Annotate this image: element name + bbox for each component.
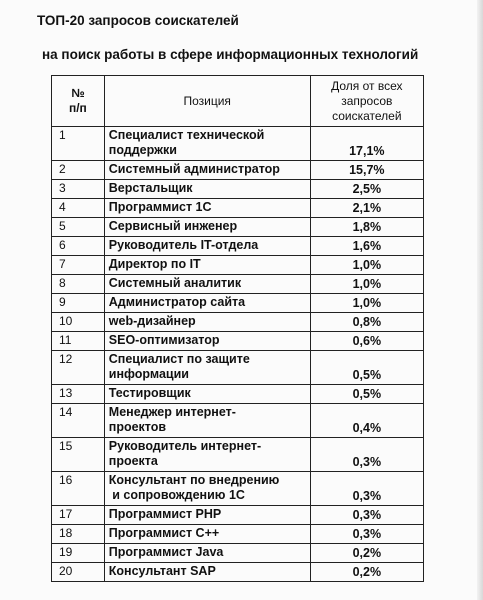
- table-row: [52, 563, 424, 582]
- row-position: [104, 351, 310, 385]
- row-number: 14: [52, 404, 105, 438]
- row-position-line: Консультант SAP: [108, 564, 216, 578]
- row-share: 0,2%: [310, 544, 423, 563]
- row-share: 0,3%: [310, 525, 423, 544]
- row-position: [104, 275, 310, 294]
- table-row: [52, 525, 424, 544]
- row-share: 0,5%: [310, 385, 423, 404]
- row-number: 6: [52, 237, 105, 256]
- table-row: [52, 332, 424, 351]
- row-position: [104, 544, 310, 563]
- table-header-row: [52, 76, 424, 127]
- row-number: 2: [52, 161, 105, 180]
- row-share: 1,8%: [310, 218, 423, 237]
- row-share: 17,1%: [310, 127, 423, 161]
- row-share: 0,4%: [310, 404, 423, 438]
- scan-edge-shadow: [477, 0, 483, 600]
- row-position: [104, 385, 310, 404]
- row-position-line: проектов: [108, 420, 167, 434]
- document-subtitle: на поиск работы в сфере информационных технологий: [42, 47, 419, 62]
- row-position: [104, 127, 310, 161]
- row-position-line: Тестировщик: [108, 386, 191, 400]
- row-position-line: Специалист по защите: [108, 352, 250, 366]
- row-number: 12: [52, 351, 105, 385]
- row-share: 0,8%: [310, 313, 423, 332]
- row-position-line: Программист 1С: [108, 200, 212, 214]
- row-position: [104, 294, 310, 313]
- row-number: 11: [52, 332, 105, 351]
- row-position-line: Специалист технической: [108, 128, 265, 142]
- row-position-line: информации: [108, 367, 189, 381]
- row-position: [104, 313, 310, 332]
- row-position-line: Верстальщик: [108, 181, 193, 195]
- row-position: [104, 256, 310, 275]
- column-header-number-line1: №: [71, 86, 85, 100]
- table-row: [52, 313, 424, 332]
- table-row: [52, 127, 424, 161]
- row-position: [104, 332, 310, 351]
- row-position-line: поддержки: [108, 143, 177, 157]
- table-row: [52, 506, 424, 525]
- table-row: [52, 472, 424, 506]
- table-body: [52, 127, 424, 582]
- row-position: [104, 237, 310, 256]
- row-share: 1,0%: [310, 275, 423, 294]
- row-position-line: Программист С++: [108, 526, 220, 540]
- row-number: 8: [52, 275, 105, 294]
- table-row: [52, 275, 424, 294]
- row-number: 5: [52, 218, 105, 237]
- row-position-line: Менеджер интернет-: [108, 405, 236, 419]
- table-row: [52, 237, 424, 256]
- row-number: 18: [52, 525, 105, 544]
- row-position-line: SEO-оптимизатор: [108, 333, 220, 347]
- row-number: 20: [52, 563, 105, 582]
- table-row: [52, 544, 424, 563]
- row-position-line: Консультант по внедрению: [108, 473, 280, 487]
- row-share: 2,1%: [310, 199, 423, 218]
- row-number: 3: [52, 180, 105, 199]
- ranking-table: [51, 75, 424, 582]
- row-position: [104, 404, 310, 438]
- row-share: 15,7%: [310, 161, 423, 180]
- row-number: 10: [52, 313, 105, 332]
- row-share: 1,0%: [310, 294, 423, 313]
- row-position: [104, 472, 310, 506]
- row-position: [104, 218, 310, 237]
- table-row: [52, 218, 424, 237]
- row-number: 7: [52, 256, 105, 275]
- row-position-line: Руководитель IT-отдела: [108, 238, 259, 252]
- column-header-share-line2: запросов: [341, 93, 393, 108]
- column-header-share-line3: соискателей: [332, 108, 402, 123]
- table-row: [52, 438, 424, 472]
- row-position-line: Директор по IT: [108, 257, 201, 271]
- row-position-line: Программист Java: [108, 545, 224, 559]
- table-row: [52, 351, 424, 385]
- row-number: 15: [52, 438, 105, 472]
- row-number: 1: [52, 127, 105, 161]
- row-share: 0,3%: [310, 438, 423, 472]
- table-row: [52, 294, 424, 313]
- table-row: [52, 385, 424, 404]
- row-number: 13: [52, 385, 105, 404]
- row-share: 1,6%: [310, 237, 423, 256]
- table-row: [52, 199, 424, 218]
- row-position-line: и сопровождению 1С: [108, 488, 245, 502]
- column-header-number: [52, 76, 105, 127]
- row-share: 0,2%: [310, 563, 423, 582]
- row-number: 17: [52, 506, 105, 525]
- row-share: 0,3%: [310, 472, 423, 506]
- table-row: [52, 404, 424, 438]
- row-position-line: Сервисный инженер: [108, 219, 238, 233]
- column-header-share-line1: Доля от всех: [331, 78, 403, 93]
- table-row: [52, 161, 424, 180]
- row-position: [104, 161, 310, 180]
- table-row: [52, 256, 424, 275]
- row-share: 0,5%: [310, 351, 423, 385]
- row-number: 9: [52, 294, 105, 313]
- row-number: 16: [52, 472, 105, 506]
- row-position: [104, 525, 310, 544]
- row-number: 4: [52, 199, 105, 218]
- row-position-line: web-дизайнер: [108, 314, 196, 328]
- row-share: 0,6%: [310, 332, 423, 351]
- document-title: ТОП-20 запросов соискателей: [37, 13, 239, 28]
- row-position-line: проекта: [108, 454, 158, 468]
- row-position: [104, 506, 310, 525]
- row-position-line: Системный аналитик: [108, 276, 242, 290]
- row-position-line: Руководитель интернет-: [108, 439, 262, 453]
- row-share: 1,0%: [310, 256, 423, 275]
- column-header-share: [310, 76, 423, 127]
- table-row: [52, 180, 424, 199]
- row-position-line: Администратор сайта: [108, 295, 246, 309]
- column-header-position: Позиция: [104, 76, 310, 127]
- row-position: [104, 199, 310, 218]
- row-number: 19: [52, 544, 105, 563]
- row-share: 2,5%: [310, 180, 423, 199]
- row-position-line: Системный администратор: [108, 162, 280, 176]
- column-header-number-line2: п/п: [68, 101, 87, 115]
- row-position-line: Программист PHP: [108, 507, 222, 521]
- row-position: [104, 180, 310, 199]
- row-position: [104, 563, 310, 582]
- row-share: 0,3%: [310, 506, 423, 525]
- row-position: [104, 438, 310, 472]
